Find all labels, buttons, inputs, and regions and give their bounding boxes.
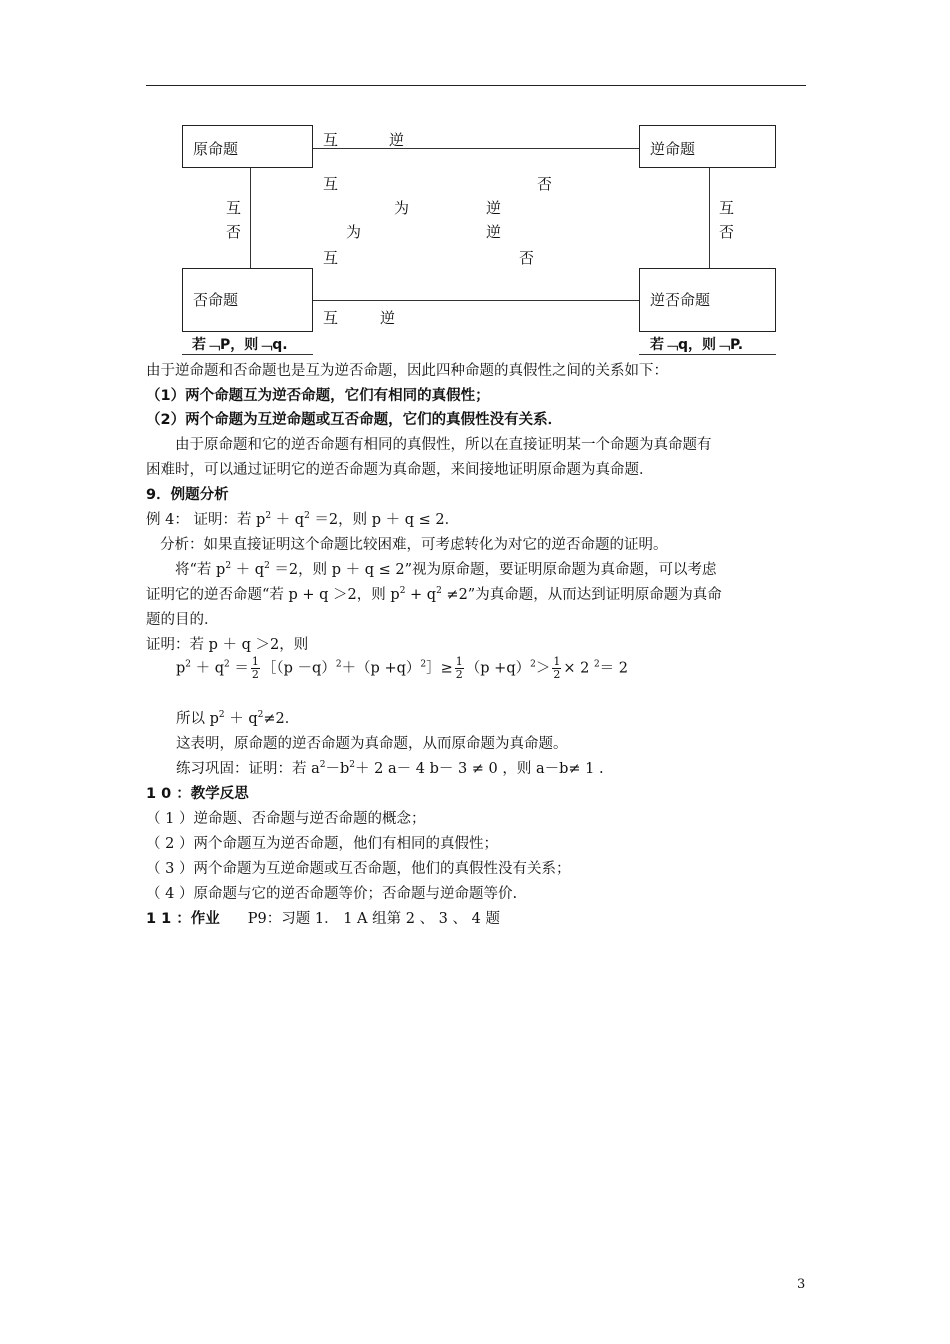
- diag-b-2: 逆: [486, 199, 502, 217]
- box-contrapositive: 逆否命题: [639, 268, 776, 332]
- diag-a-4: 否: [519, 249, 535, 267]
- left-label-underline: [182, 354, 313, 355]
- reflection-1: （ 1 ）逆命题、否命题与逆否命题的概念；: [146, 811, 426, 827]
- diag-b-3: 为: [346, 223, 362, 241]
- approach-line-3: 题的目的．: [146, 612, 219, 628]
- label-contrapositive-form: 若﹁q，则﹁P.: [650, 337, 744, 353]
- practice-line: 练习巩固：证明：若 $a^2-b^2+ 2$ a－ 4 b－ 3 ≠ 0 ，则 a－b≠ 1 .: [176, 760, 604, 777]
- page-number: 3: [797, 1277, 806, 1292]
- diag-a-1: 互: [323, 175, 339, 193]
- reflection-4: （ 4 ）原命题与它的逆否命题等价；否命题与逆命题等价.: [146, 886, 518, 902]
- rule-1: （1）两个命题互为逆否命题，它们有相同的真假性；: [146, 388, 490, 404]
- bottom-label-1: 互: [323, 309, 339, 327]
- paragraph-line-2: 困难时，可以通过证明它的逆否命题为真命题，来间接地证明原命题为真命题．: [146, 462, 654, 478]
- section-11-heading: 1 1 ：作业: [146, 911, 220, 927]
- right-label-2: 否: [719, 223, 735, 241]
- fraction-half: $\frac{1}{2}$: [553, 655, 561, 681]
- section-10-heading: 1 0 ：教学反思: [146, 786, 249, 802]
- section-9-heading: 9．例题分析: [146, 487, 229, 503]
- right-label-1: 互: [719, 199, 735, 217]
- label-inverse-form: 若﹁P，则﹁q.: [192, 337, 288, 353]
- right-connector: [709, 168, 710, 268]
- left-label-1: 互: [226, 199, 242, 217]
- diag-a-2: 为: [394, 199, 410, 217]
- left-label-2: 否: [226, 223, 242, 241]
- bottom-label-2: 逆: [380, 309, 396, 327]
- approach-line-1: 将“若 $p^2 + q^2 =2$，则 p ＋ q ≤ 2”视为原命题，要证明原命题为真命题，可以考虑: [175, 561, 717, 578]
- paragraph-line-1: 由于原命题和它的逆否命题有相同的真假性，所以在直接证明某一个命题为真命题有: [175, 437, 712, 453]
- analysis-text: 分析：如果直接证明这个命题比较困难，可考虑转化为对它的逆否命题的证明。: [160, 537, 668, 553]
- box-converse: 逆命题: [639, 125, 776, 168]
- box-inverse: 否命题: [182, 268, 313, 332]
- proof-heading: 证明：若 p ＋ q ＞2，则: [146, 637, 309, 653]
- homework-line: [146, 907, 500, 928]
- fraction-half: $\frac{1}{2}$: [455, 655, 463, 681]
- fraction-half: $\frac{1}{2}$: [251, 655, 259, 681]
- proof-equation: $p^2 + q^2$ ＝ $\frac{1}{2}$ ［（p $-q)^2+(p +q)^2]\ge$ $\frac{1}{2}$ $(p +q)^2>$ $\frac{1}{2}$ × 2 $^2$＝ 2: [176, 655, 629, 681]
- bottom-connector: [313, 300, 639, 301]
- top-label-2: 逆: [389, 131, 405, 149]
- reflection-3: （ 3 ）两个命题为互逆命题或互否命题，他们的真假性没有关系；: [146, 861, 571, 877]
- approach-line-2: 证明它的逆否命题“若 p + q ＞2，则 $p^2 + q^2 \ne 2$”为真命题，从而达到证明原命题为真命: [146, 586, 722, 603]
- example-4: 例 4： 证明：若 $p^2 + q^2 =2$，则 p ＋ q ≤ 2．: [146, 511, 460, 528]
- box-original: 原命题: [182, 125, 313, 168]
- shows-text: 这表明，原命题的逆否命题为真命题，从而原命题为真命题。: [176, 736, 568, 752]
- intro-text: 由于逆命题和否命题也是互为逆否命题，因此四种命题的真假性之间的关系如下：: [146, 363, 668, 379]
- conclusion-line: 所以 $p^2 + q^2\ne 2$．: [176, 710, 300, 727]
- top-connector: [313, 148, 639, 149]
- diag-b-1: 否: [537, 175, 553, 193]
- right-label-underline: [639, 354, 776, 355]
- homework-text: P9：习题 1． 1 A 组第 2 、 3 、 4 题: [247, 911, 500, 927]
- left-connector: [250, 168, 251, 268]
- diag-b-4: 互: [323, 249, 339, 267]
- reflection-2: （ 2 ）两个命题互为逆否命题，他们有相同的真假性；: [146, 836, 498, 852]
- diag-a-3: 逆: [486, 223, 502, 241]
- header-rule: [146, 85, 806, 86]
- top-label-1: 互: [323, 131, 339, 149]
- rule-2: （2）两个命题为互逆命题或互否命题，它们的真假性没有关系．: [146, 412, 563, 428]
